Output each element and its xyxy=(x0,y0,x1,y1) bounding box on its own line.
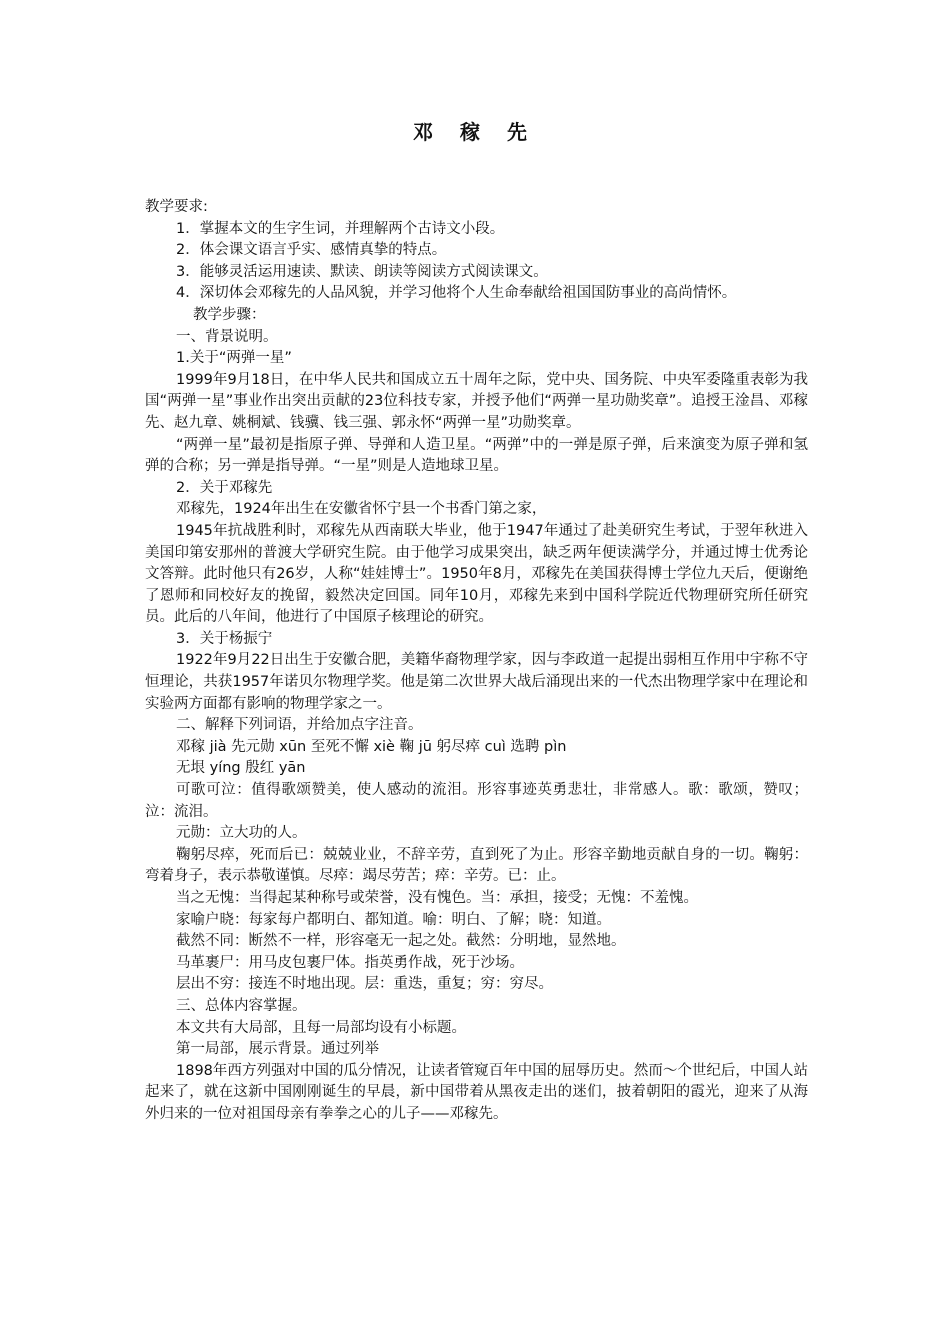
body-paragraph: 二、解释下列词语，并给加点字注音。 xyxy=(176,717,423,734)
body-paragraph: 邓稼先，1924年出生在安徽省怀宁县一个书香门第之家， xyxy=(176,501,547,518)
body-paragraph: 截然不同：断然不一样，形容毫无一起之处。截然：分明地，显然地。 xyxy=(176,933,626,950)
body-paragraph: 1999年9月18日，在中华人民共和国成立五十周年之际，党中央、国务院、中央军委隆重表彰为我国“两弹一星”事业作出突出贡献的23位科技专家，并授予他们“两弹一星功勋奖章”。追授王淦昌、邓稼先、赵九章、姚桐斌、钱骥、钱三强、郭永怀“两弹一星”功勋奖章。 xyxy=(145,371,808,431)
body-paragraph: 2．关于邓稼先 xyxy=(176,479,273,496)
body-paragraph: 本文共有大局部，且每一局部均设有小标题。 xyxy=(176,1019,466,1036)
body-paragraph: 家喻户晓：每家每户都明白、都知道。喻：明白、了解；晓：知道。 xyxy=(176,911,611,928)
body-paragraph: 3．关于杨振宁 xyxy=(176,630,273,647)
body-paragraph: 元勋：立大功的人。 xyxy=(176,825,307,842)
body-paragraph: 无垠 yíng 殷红 yān xyxy=(176,760,306,777)
body-paragraph: 1．掌握本文的生字生词，并理解两个古诗文小段。 xyxy=(176,220,505,237)
body-paragraph: 三、总体内容掌握。 xyxy=(176,997,307,1014)
document-body xyxy=(145,197,808,1126)
body-paragraph: 4．深切体会邓稼先的人品风貌，并学习他将个人生命奉献给祖国国防事业的高尚情怀。 xyxy=(176,285,737,302)
body-paragraph: 3．能够灵活运用速读、默读、朗读等阅读方式阅读课文。 xyxy=(176,263,548,280)
body-paragraph: 邓稼 jià 先元勋 xūn 至死不懈 xiè 鞠 jū 躬尽瘁 cuì 选聘 pìn xyxy=(176,738,567,755)
body-paragraph: 层出不穷：接连不时地出现。层：重迭，重复；穷：穷尽。 xyxy=(176,976,553,993)
body-paragraph: 鞠躬尽瘁，死而后已：兢兢业业，不辞辛劳，直到死了为止。形容辛勤地贡献自身的一切。鞠躬：弯着身子，表示恭敬谨慎。尽瘁：竭尽劳苦；瘁：辛劳。已：止。 xyxy=(145,846,808,885)
body-paragraph: 1922年9月22日出生于安徽合肥，美籍华裔物理学家，因与李政道一起提出弱相互作用中宇称不守恒理论，共获1957年诺贝尔物理学奖。他是第二次世界大战后涌现出来的一代杰出物理学家中在理论和实验两方面都有影响的物理学家之一。 xyxy=(145,652,808,712)
body-paragraph: 教学步骤： xyxy=(193,306,266,323)
body-paragraph: 可歌可泣：值得歌颂赞美，使人感动的流泪。形容事迹英勇悲壮，非常感人。歌：歌颂，赞叹；泣：流泪。 xyxy=(145,782,808,820)
body-paragraph: 马革裹尸：用马皮包裹尸体。指英勇作战，死于沙场。 xyxy=(176,954,524,971)
body-paragraph: 一、背景说明。 xyxy=(176,328,278,345)
body-paragraph: 1945年抗战胜利时，邓稼先从西南联大毕业，他于1947年通过了赴美研究生考试，于翌年秋进入美国印第安那州的普渡大学研究生院。由于他学习成果突出，缺乏两年便读满学分，并通过博士优秀论文答辩。此时他只有26岁，人称“娃娃博士”。1950年8月，邓稼先在美国获得博士学位九天后，便谢绝了恩师和同校好友的挽留，毅然决定回国。同年10月，邓稼先来到中国科学院近代物理研究所任研究员。此后的八年间，他进行了中国原子核理论的研究。 xyxy=(145,522,808,626)
body-paragraph: 教学要求: xyxy=(145,199,208,215)
body-paragraph: 第一局部，展示背景。通过列举 xyxy=(176,1041,379,1058)
document-title: 邓 稼 先 xyxy=(413,120,537,144)
body-paragraph: 当之无愧：当得起某种称号或荣誉，没有愧色。当：承担，接受；无愧：不羞愧。 xyxy=(176,890,698,906)
body-paragraph: 1898年西方列强对中国的瓜分情况，让读者管窥百年中国的屈辱历史。然而～个世纪后，中国人站起来了，就在这新中国刚刚诞生的早晨，新中国带着从黑夜走出的迷们，披着朝阳的霞光，迎来了从海外归来的一位对祖国母亲有拳拳之心的儿子——邓稼先。 xyxy=(145,1062,808,1122)
body-paragraph: 1.关于“两弹一星” xyxy=(176,350,292,367)
body-paragraph: 2．体会课文语言乎实、感情真挚的特点。 xyxy=(176,242,447,259)
body-paragraph: “两弹一星”最初是指原子弹、导弹和人造卫星。“两弹”中的一弹是原子弹，后来演变为原子弹和氢弹的合称；另一弹是指导弹。“一星”则是人造地球卫星。 xyxy=(145,436,808,475)
